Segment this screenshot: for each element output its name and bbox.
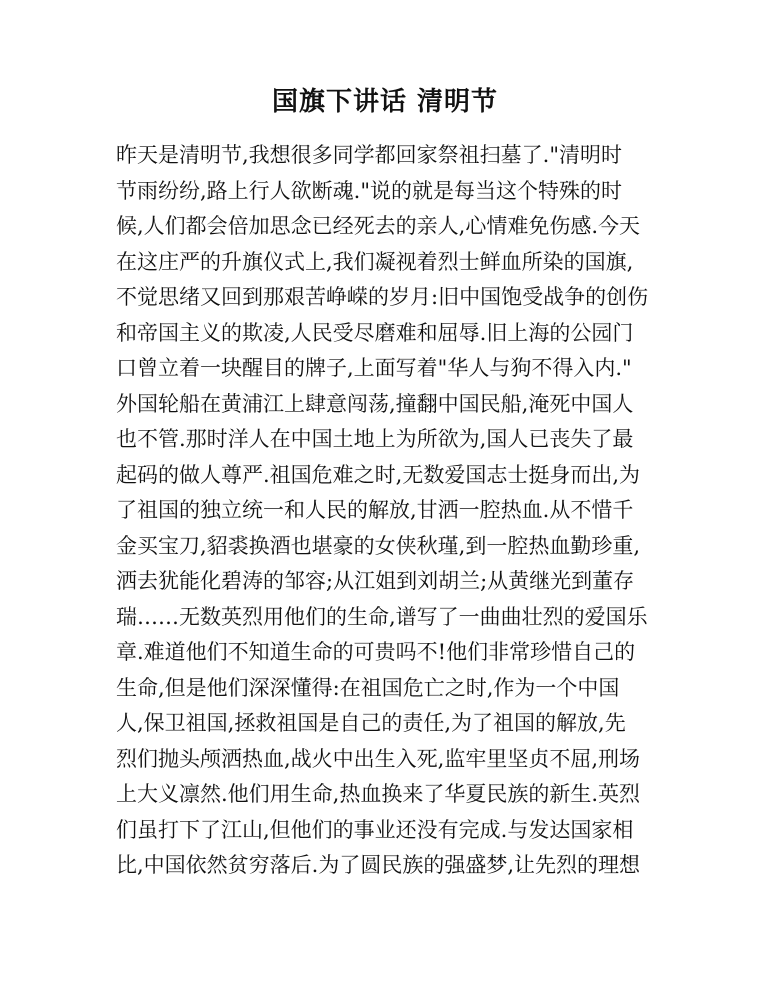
body-line: 瑞……无数英烈用他们的生命,谱写了一曲曲壮烈的爱国乐 xyxy=(116,604,648,629)
document-body xyxy=(116,138,656,884)
body-line: 章.难道他们不知道生命的可贵吗不!他们非常珍惜自己的 xyxy=(116,640,636,664)
body-line: 烈们抛头颅洒热血,战火中出生入死,监牢里坚贞不屈,刑场 xyxy=(116,746,641,771)
body-line: 和帝国主义的欺凌,人民受尽磨难和屈辱.旧上海的公园门 xyxy=(116,320,634,345)
body-line: 候,人们都会倍加思念已经死去的亲人,心情难免伤感.今天 xyxy=(116,214,641,238)
body-line: 起码的做人尊严.祖国危难之时,无数爱国志士挺身而出,为 xyxy=(116,462,641,487)
body-line: 不觉思绪又回到那艰苦峥嵘的岁月:旧中国饱受战争的创伤 xyxy=(116,285,649,309)
body-line: 洒去犹能化碧涛的邹容;从江姐到刘胡兰;从黄继光到董存 xyxy=(116,569,635,593)
body-line: 上大义凛然.他们用生命,热血换来了华夏民族的新生.英烈 xyxy=(116,782,641,806)
body-line: 在这庄严的升旗仪式上,我们凝视着烈士鲜血所染的国旗, xyxy=(116,249,634,274)
body-line: 金买宝刀,貂裘换酒也堪豪的女侠秋瑾,到一腔热血勤珍重, xyxy=(116,533,641,558)
body-line: 人,保卫祖国,拯救祖国是自己的责任,为了祖国的解放,先 xyxy=(116,711,626,735)
body-line: 外国轮船在黄浦江上肆意闯荡,撞翻中国民船,淹死中国人 xyxy=(116,391,634,416)
body-line: 比,中国依然贫穷落后.为了圆民族的强盛梦,让先烈的理想 xyxy=(116,853,641,877)
document-title: 国旗下讲话 清明节 xyxy=(271,87,499,117)
body-line: 口曾立着一块醒目的牌子,上面写着"华人与狗不得入内." xyxy=(116,356,632,380)
body-line: 昨天是清明节,我想很多同学都回家祭祖扫墓了."清明时 xyxy=(116,143,623,167)
body-line: 们虽打下了江山,但他们的事业还没有完成.与发达国家相 xyxy=(116,817,634,842)
body-line: 了祖国的独立统一和人民的解放,甘洒一腔热血.从不惜千 xyxy=(116,498,634,522)
body-line: 生命,但是他们深深懂得:在祖国危亡之时,作为一个中国 xyxy=(116,675,620,700)
body-line: 节雨纷纷,路上行人欲断魂."说的就是每当这个特殊的时 xyxy=(116,178,623,203)
body-line: 也不管.那时洋人在中国土地上为所欲为,国人已丧失了最 xyxy=(116,427,634,451)
